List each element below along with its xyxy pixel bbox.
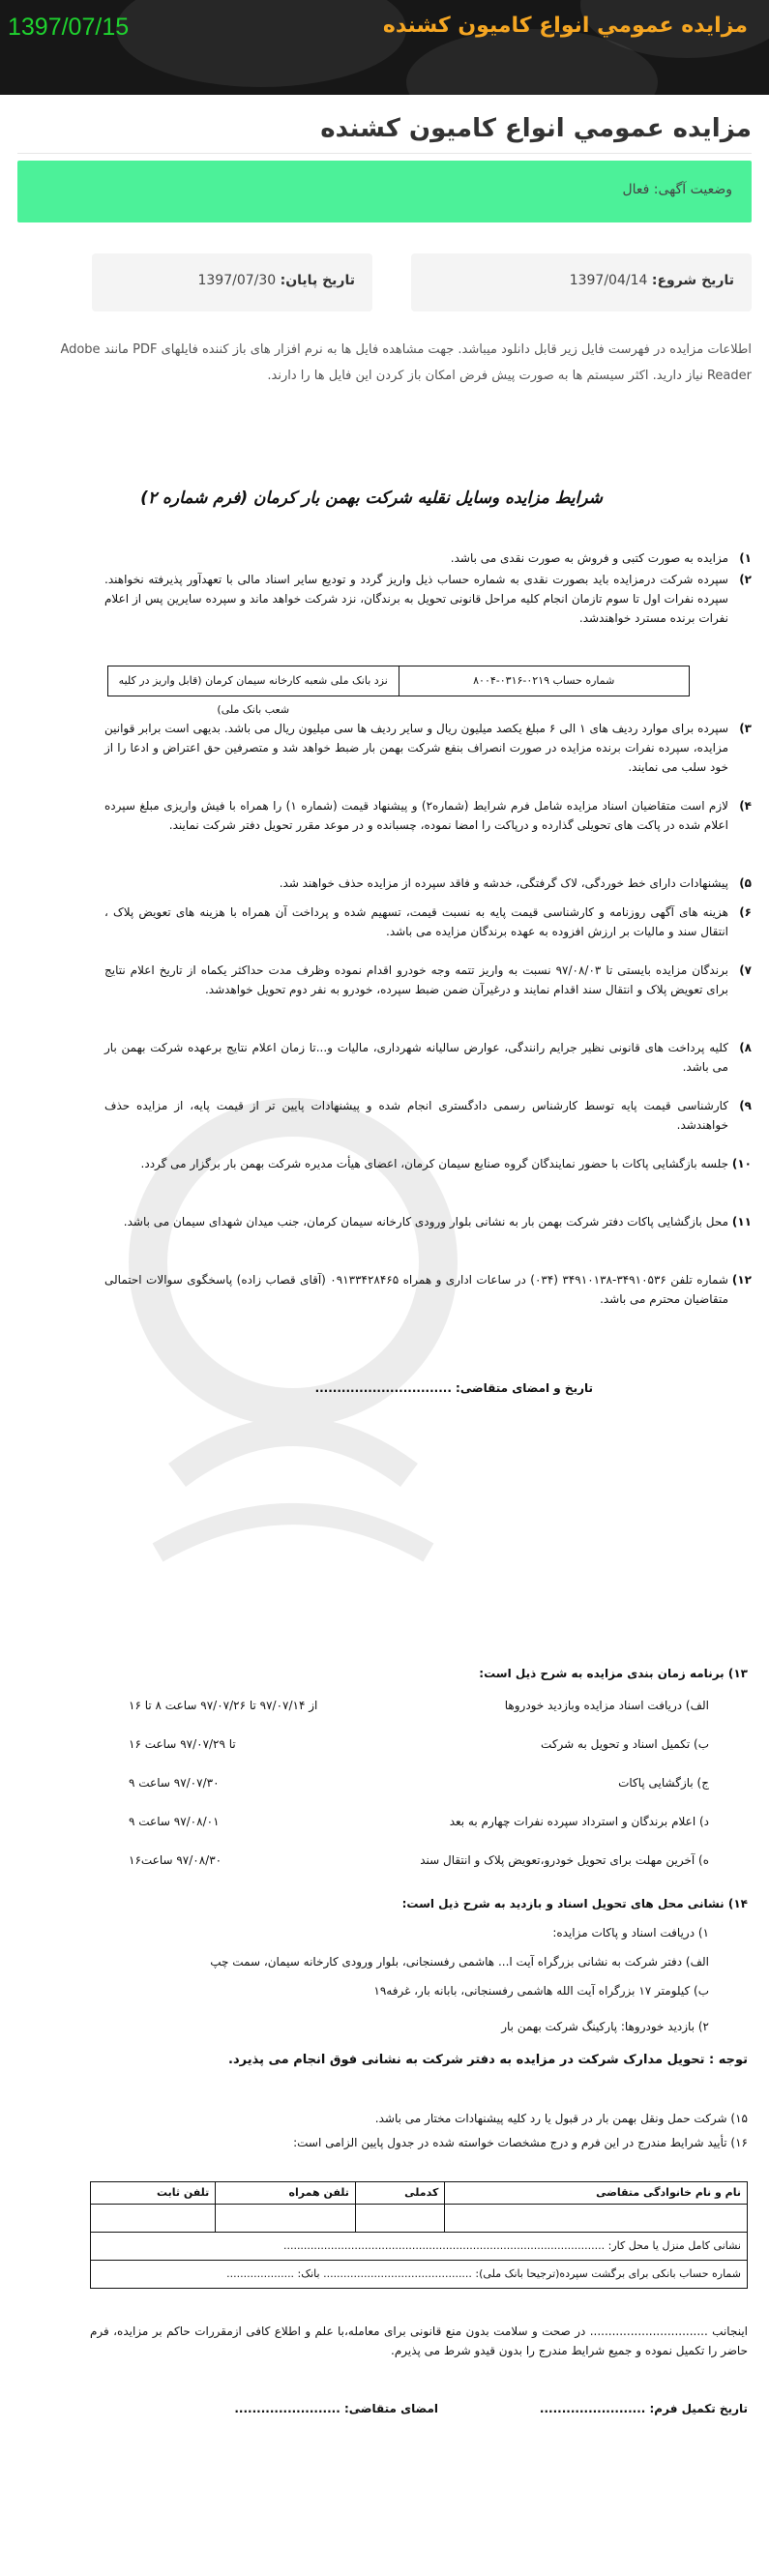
end-date-label: تاریخ پایان:	[280, 273, 355, 288]
status-text	[622, 182, 732, 197]
applicant-signature: امضای متقاضی: ........................	[234, 2402, 438, 2415]
condition-item: ۵) پیشنهادات دارای خط خوردگی، لاک گرفتگی، خدشه و فاقد سپرده از مزایده حذف خواهند شد.	[279, 876, 752, 890]
bank-account-box	[107, 666, 690, 716]
condition-item: ۸) کلیه پرداخت های قانونی نظیر جرایم رانندگی، عوارض سالیانه شهرداری، مالیات و...تا زمان اعلام نتایج برعهده شرکت بهمن بار می باشد.	[104, 1041, 752, 1074]
watermark-logo	[119, 1069, 467, 1611]
status-value: فعال	[622, 182, 650, 197]
delivery-note: توجه : تحویل مدارک شرکت در مزایده به دفتر شرکت به نشانی فوق انجام می پذیرد.	[228, 2053, 748, 2067]
start-date-value: 1397/04/14	[569, 273, 648, 288]
location-1a: الف) دفتر شرکت به نشانی بزرگراه آیت ا... هاشمی رفسنجانی، بلوار ورودی کارخانه سیمان، سمت چپ	[210, 1955, 709, 1969]
status-bar	[17, 161, 752, 222]
auction-document	[90, 489, 752, 2530]
item-16: ۱۶) تأیید شرایط مندرج در این فرم و درج مشخصات خواسته شده در جدول پایین الزامی است:	[293, 2136, 748, 2149]
title-divider	[17, 153, 752, 154]
condition-item: ۷) برندگان مزایده بایستی تا ۹۷/۰۸/۰۳ نسبت به واریز تتمه وجه خودرو اقدام نموده وظرف مدت حداکثر یکماه از تاریخ اعلام نتایج برای تعویض پلاک و انتقال سند اقدام نمایند و درغیرآن ضمن ضبط سپرده، خودرو به نفر دوم تحویل خواهدشد.	[104, 963, 752, 996]
start-date-label: تاریخ شروع:	[651, 273, 734, 288]
fill-date: تاریخ تکمیل فرم: ........................	[539, 2402, 748, 2415]
schedule-row: ب) تکمیل اسناد و تحویل به شرکت تا ۹۷/۰۷/۲۹ ساعت ۱۶	[129, 1737, 709, 1751]
page-title: مزایده عمومي انواع کامیون کشنده	[320, 114, 752, 143]
table-header: تلفن همراه	[216, 2182, 356, 2205]
location-2: ۲) بازدید خودروها: پارکینگ شرکت بهمن بار	[501, 2020, 709, 2033]
table-header: نام و نام خانوادگی متقاضی	[445, 2182, 748, 2205]
location-title: ۱۴) نشانی محل های تحویل اسناد و بازدید به شرح ذیل است:	[401, 1897, 748, 1910]
condition-item: ۶) هزینه های آگهی روزنامه و کارشناسی قیمت پایه به نسبت قیمت، تسهیم شده و پرداخت آن همراه با هزینه های تعویض پلاک ، انتقال سند و مالیات بر ارزش افزوده به عهده برندگان مزایده می باشد.	[104, 905, 752, 938]
document-title: شرایط مزایده وسایل نقلیه شرکت بهمن بار کرمان (فرم شماره ۲)	[140, 489, 603, 508]
condition-item: ۳) سپرده برای موارد ردیف های ۱ الی ۶ مبلغ یکصد میلیون ریال و سایر ردیف ها سی میلیون ریال می باشد. بدیهی است برابر قوانین مزایده، سپرده نفرات برنده مزایده در صورت انصراف بنفع شرکت بهمن بار ضبط خواهد شد و متصرفین حق اعتراض و ادعا را از خود سلب می نمایند.	[104, 722, 752, 774]
condition-item: ۱) مزایده به صورت کتبی و فروش به صورت نقدی می باشد.	[450, 551, 752, 565]
mobile-cell[interactable]	[216, 2205, 356, 2233]
schedule-row: د) اعلام برندگان و استرداد سپرده نفرات چهارم به بعد ۹۷/۰۸/۰۱ ساعت ۹	[129, 1815, 709, 1828]
table-header: کدملی	[355, 2182, 444, 2205]
banner-date: 1397/07/15	[8, 14, 130, 41]
location-1: ۱) دریافت اسناد و پاکات مزایده:	[552, 1926, 709, 1939]
table-header: تلفن ثابت	[91, 2182, 216, 2205]
account-bank: نزد بانک ملی شعبه کارخانه سیمان کرمان (قابل واریز در کلیه شعب بانک ملی)	[118, 674, 388, 716]
condition-item: ۹) کارشناسی قیمت پایه توسط کارشناس رسمی دادگستری انجام شده و پیشنهادات پایین تر از قیمت پایه، از مزایده حذف خواهندشد.	[104, 1099, 752, 1132]
phone-cell[interactable]	[91, 2205, 216, 2233]
schedule-title: ۱۳) برنامه زمان بندی مزایده به شرح ذیل است:	[479, 1667, 748, 1680]
bank-account-row[interactable]: شماره حساب بانکی برای برگشت سپرده(ترجیحا بانک ملی): ............................................ بانک: ....................	[91, 2261, 748, 2289]
national-id-cell[interactable]	[355, 2205, 444, 2233]
status-label: وضعیت آگهی:	[653, 182, 732, 197]
condition-item: ۲) سپرده شرکت درمزایده باید بصورت نقدی به شماره حساب ذیل واریز گردد و تودیع سایر اسناد مالی با تعهدآور پذیرفته نخواهند. سپرده نفرات اول تا سوم تازمان انجام کلیه مراحل قانونی تحویل به برندگان، نزد شرکت خواهد ماند و سپرده سایرین پس از اعلام نفرات برنده مسترد خواهندشد.	[104, 573, 752, 625]
start-date-card	[411, 253, 752, 311]
banner-title: مزایده عمومي انواع کامیون کشنده	[382, 14, 748, 38]
end-date-card	[92, 253, 372, 311]
condition-item: ۱۱) محل بازگشایی پاکات دفتر شرکت بهمن بار به نشانی بلوار ورودی کارخانه سیمان کرمان، جنب میدان شهدای سیمان می باشد.	[123, 1215, 752, 1229]
item-15: ۱۵) شرکت حمل ونقل بهمن بار در قبول یا رد کلیه پیشنهادات مختار می باشد.	[374, 2112, 748, 2125]
schedule-row: ج) بازگشایی پاکات ۹۷/۰۷/۳۰ ساعت ۹	[129, 1776, 709, 1790]
address-row[interactable]: نشانی کامل منزل یا محل کار: ...............................................................................................	[91, 2233, 748, 2261]
signature-line: تاریخ و امضای متقاضی: ...............................	[314, 1381, 593, 1395]
header-banner	[0, 0, 769, 95]
declaration: اینجانب ................................ در صحت و سلامت بدون منع قانونی برای معامله،با علم و اطلاع کافی ازمقررات حاکم بر مزایده، فرم حاضر را تکمیل نموده و جمیع شرایط مندرج را بدون قیدو شرط می پذیرم.	[90, 2324, 748, 2357]
download-notice: اطلاعات مزایده در فهرست فایل زیر قابل دانلود میباشد. جهت مشاهده فایل ها به نرم افزار های باز کننده فایلهای PDF مانند Adobe Reader نیاز دارید. اکثر سیستم ها به صورت پیش فرض امکان باز کردن این فایل ها را دارند.	[60, 342, 752, 383]
applicant-name-cell[interactable]	[445, 2205, 748, 2233]
condition-item: ۱۰) جلسه بازگشایی پاکات با حضور نمایندگان گروه صنایع سیمان کرمان، اعضای هیأت مدیره شرکت بهمن بار برگزار می گردد.	[140, 1157, 752, 1170]
condition-item: ۴) لازم است متقاضیان اسناد مزایده شامل فرم شرایط (شماره۲) و پیشنهاد قیمت (شماره ۱) را همراه با فیش واریزی مبلغ سپرده اعلام شده در پاکت های تحویلی گذارده و درپاکت را امضا نموده، چسبانده و در موعد مقرر تحویل دفتر شرکت نمایند.	[104, 799, 752, 832]
account-number: شماره حساب ۰۲۱۹-۰۳۱۶-۸۰۰۴	[399, 666, 690, 696]
condition-item: ۱۲) شماره تلفن ۳۴۹۱۰۵۳۶-۳۴۹۱۰۱۳۸ (۰۳۴) در ساعات اداری و همراه ۰۹۱۳۳۴۲۸۴۶۵ (آقای قصاب زاده) پاسخگوی سوالات احتمالی متقاضیان محترم می باشد.	[104, 1273, 752, 1306]
applicant-table	[90, 2181, 748, 2289]
end-date-value: 1397/07/30	[197, 273, 277, 288]
schedule-row: الف) دریافت اسناد مزایده وبازدید خودروها از ۹۷/۰۷/۱۴ تا ۹۷/۰۷/۲۶ ساعت ۸ تا ۱۶	[129, 1699, 709, 1712]
schedule-row: ه) آخرین مهلت برای تحویل خودرو،تعویض پلاک و انتقال سند ۹۷/۰۸/۳۰ ساعت۱۶	[129, 1853, 709, 1867]
location-1b: ب) کیلومتر ۱۷ بزرگراه آیت الله هاشمی رفسنجانی، بابانه بار، غرفه۱۹	[373, 1984, 709, 1998]
